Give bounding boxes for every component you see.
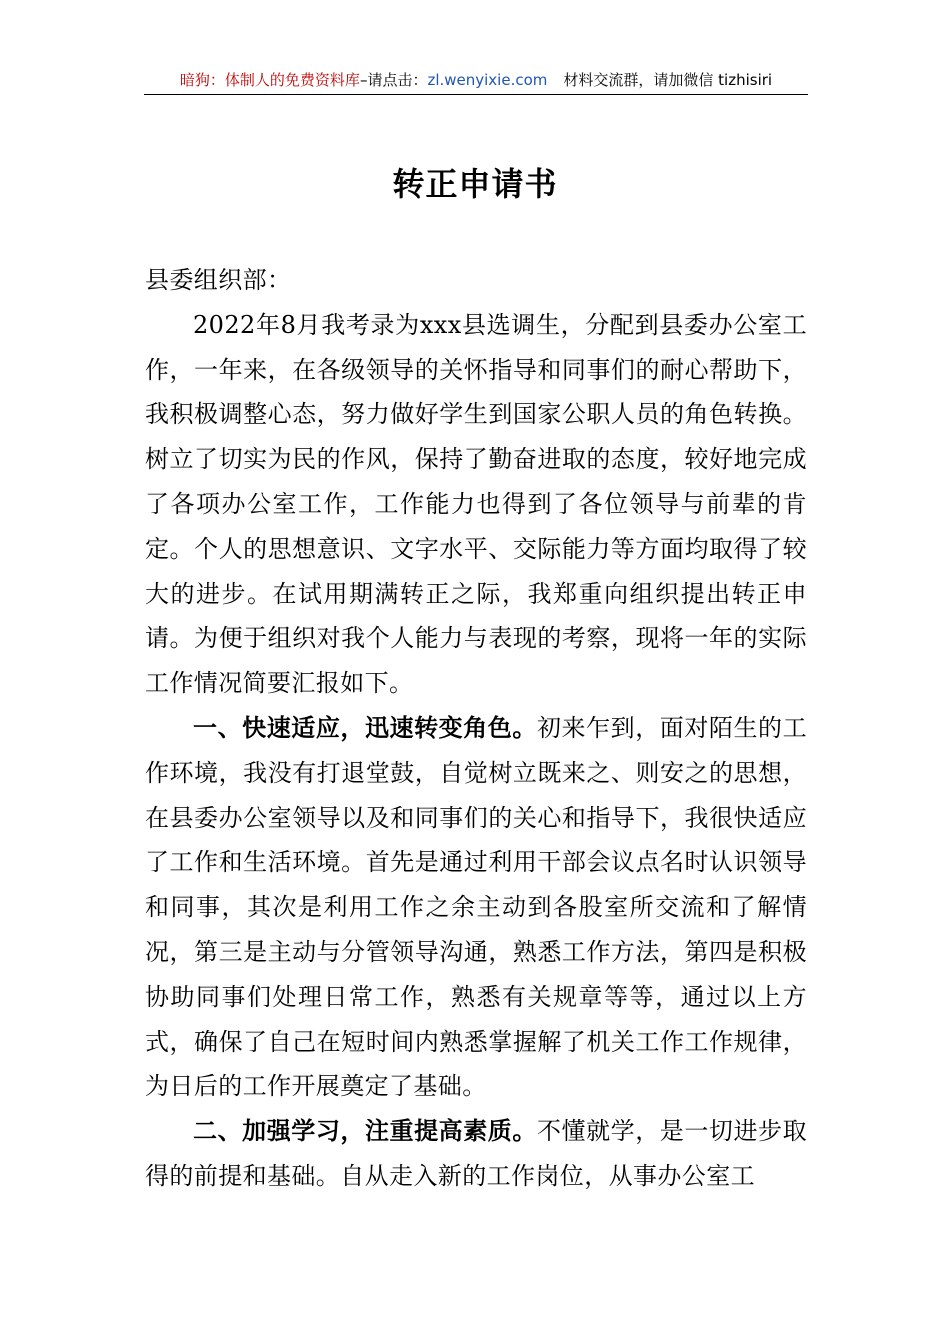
paragraph-section-one [145,706,807,1109]
header-separator-text: –请点击： [359,71,428,89]
paragraph-text: 初来乍到，面对陌生的工作环境，我没有打退堂鼓，自觉树立既来之、则安之的思想，在县委办公室领导以及和同事们的关心和指导下，我很快适应了工作和生活环境。首先是通过利用干部会议点名时认识领导和同事，其次是利用工作之余主动到各股室所交流和了解情况，第三是主动与分管领导沟通，熟悉工作方法，第四是积极协助同事们处理日常工作，熟悉有关规章等等，通过以上方式，确保了自己在短时间内熟悉掌握解了机关工作工作规律，为日后的工作开展奠定了基础。 [145,713,807,1101]
page-header-banner [144,70,808,95]
paragraph-intro [145,303,807,706]
paragraph-section-two [145,1109,807,1199]
header-contact-text: 材料交流群，请加微信 tizhisiri [563,71,773,89]
paragraph-text: 2022年8月我考录为xxx县选调生，分配到县委办公室工作，一年来，在各级领导的关怀指导和同事们的耐心帮助下，我积极调整心态，努力做好学生到国家公职人员的角色转换。树立了切实为民的作风，保持了勤奋进取的态度，较好地完成了各项办公室工作，工作能力也得到了各位领导与前辈的肯定。个人的思想意识、文字水平、交际能力等方面均取得了较大的进步。在试用期满转正之际，我郑重向组织提出转正申请。为便于组织对我个人能力与表现的考察，现将一年的实际工作情况简要汇报如下。 [145,310,807,698]
paragraph-lead: 二、加强学习，注重提高素质。 [193,1117,537,1146]
paragraph-lead: 一、快速适应，迅速转变角色。 [193,713,537,742]
header-promo-text: 暗狗：体制人的免费资料库 [179,71,360,89]
header-site-link[interactable]: zl.wenyixie.com [427,71,548,89]
document-body [145,258,807,1199]
paragraph-text: 不懂就学，是一切进步取得的前提和基础。自从走入新的工作岗位，从事办公室工 [145,1117,807,1190]
salutation: 县委组织部： [145,266,292,294]
document-title: 转正申请书 [392,165,558,203]
